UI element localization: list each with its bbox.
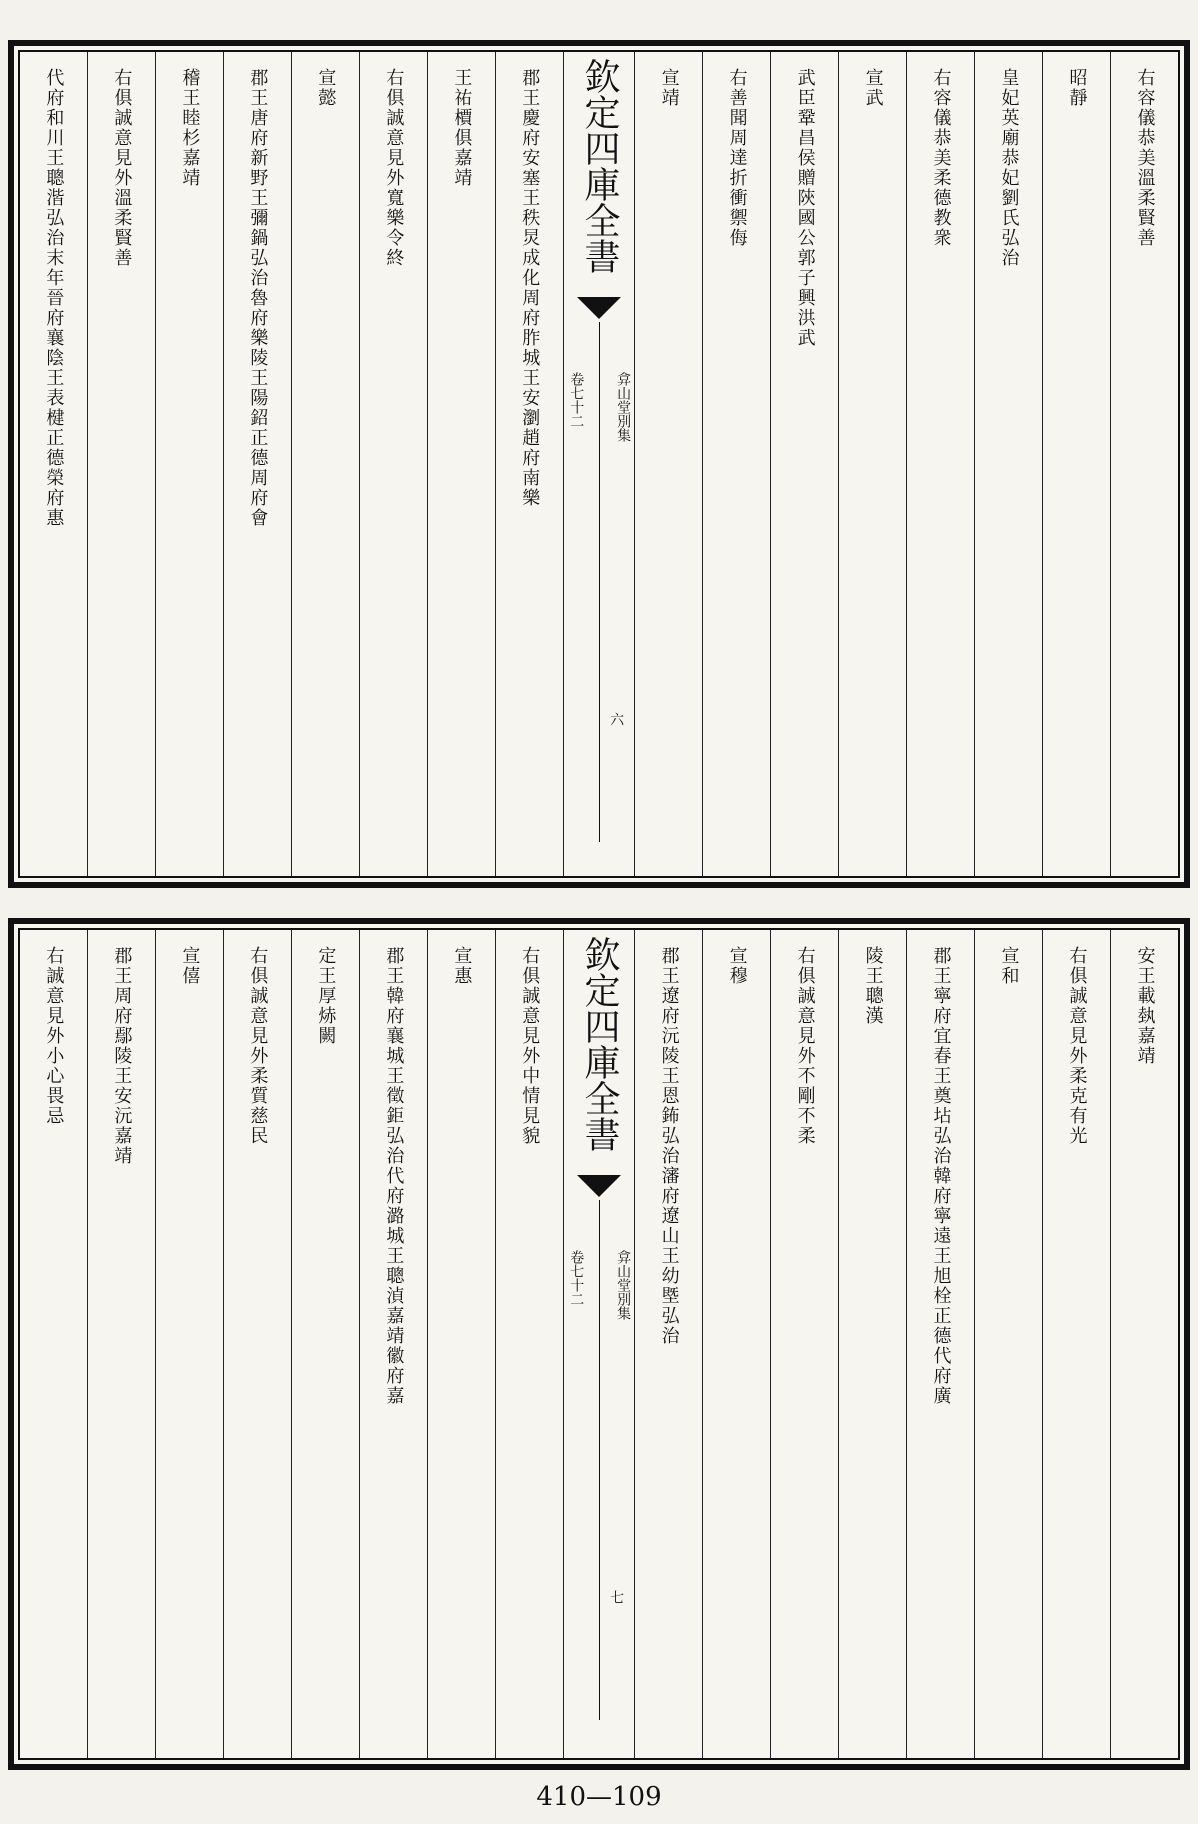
column-text: 皇妃英廟恭妃劉氏弘治 <box>998 68 1020 268</box>
text-column <box>906 52 974 876</box>
text-column <box>155 930 223 1758</box>
fold-rule <box>599 322 601 842</box>
collection-title: 欽定四庫全書 <box>578 936 620 1152</box>
column-text: 宣和 <box>998 946 1020 986</box>
folio-number: 七 <box>608 1590 625 1604</box>
column-text: 宣靖 <box>658 68 680 108</box>
text-column <box>20 52 87 876</box>
bottom-page-columns <box>18 928 1180 1760</box>
text-column <box>223 930 291 1758</box>
column-text: 右容儀恭美柔德教衆 <box>930 68 952 248</box>
column-text: 宣惠 <box>451 946 473 986</box>
text-column <box>906 930 974 1758</box>
text-column <box>634 930 702 1758</box>
column-text: 郡王周府鄢陵王安沅嘉靖 <box>111 946 133 1166</box>
column-text: 郡王寧府宜春王奠坫弘治韓府寧遠王旭栓正德代府廣 <box>930 946 952 1406</box>
column-text: 安王載埶嘉靖 <box>1134 946 1156 1066</box>
collection-title: 欽定四庫全書 <box>578 58 620 274</box>
fishtail-mark-icon <box>577 297 621 319</box>
folio-number: 六 <box>608 712 625 726</box>
volume-label: 卷七十二 <box>568 372 585 428</box>
column-text: 昭靜 <box>1066 68 1088 108</box>
text-column <box>702 52 770 876</box>
column-text: 陵王聰漢 <box>862 946 884 1026</box>
center-fold-column <box>563 52 634 876</box>
top-page <box>8 40 1190 888</box>
column-text: 右俱誠意見外柔克有光 <box>1066 946 1088 1146</box>
column-text: 右容儀恭美溫柔賢善 <box>1134 68 1156 248</box>
text-column <box>359 930 427 1758</box>
text-column <box>770 930 838 1758</box>
column-text: 郡王慶府安塞王秩炅成化周府胙城王安瀏趙府南樂 <box>519 68 541 508</box>
fold-rule <box>599 1200 601 1720</box>
column-text: 稽王睦杉嘉靖 <box>179 68 201 188</box>
text-column <box>427 930 495 1758</box>
column-text: 右誠意見外小心畏忌 <box>43 946 65 1126</box>
column-text: 郡王遼府沅陵王恩鈽弘治瀋府遼山王幼塈弘治 <box>658 946 680 1346</box>
text-column <box>974 930 1042 1758</box>
text-column <box>495 52 563 876</box>
text-column <box>291 52 359 876</box>
column-text: 定王厚焃闕 <box>315 946 337 1046</box>
column-text: 宣武 <box>862 68 884 108</box>
text-column <box>223 52 291 876</box>
column-text: 武臣鞏昌侯贈陝國公郭子興洪武 <box>794 68 816 348</box>
text-column <box>702 930 770 1758</box>
text-column <box>495 930 563 1758</box>
text-column <box>87 930 155 1758</box>
text-column <box>1042 52 1110 876</box>
fishtail-mark-icon <box>577 1175 621 1197</box>
top-page-columns <box>18 50 1180 878</box>
column-text: 宣僖 <box>179 946 201 986</box>
column-text: 右俱誠意見外不剛不柔 <box>794 946 816 1146</box>
text-column <box>838 52 906 876</box>
text-column <box>155 52 223 876</box>
text-column <box>291 930 359 1758</box>
text-column <box>974 52 1042 876</box>
text-column <box>427 52 495 876</box>
page-number: 410—109 <box>536 1782 662 1812</box>
column-text: 右俱誠意見外寬樂令終 <box>383 68 405 268</box>
book-title: 弇山堂別集 <box>615 1250 632 1320</box>
text-column <box>1110 52 1178 876</box>
text-column <box>20 930 87 1758</box>
column-text: 王祐檟俱嘉靖 <box>451 68 473 188</box>
column-text: 宣懿 <box>315 68 337 108</box>
column-text: 右善聞周達折衝禦侮 <box>726 68 748 248</box>
column-text: 右俱誠意見外溫柔賢善 <box>111 68 133 268</box>
column-text: 代府和川王聰湝弘治末年晉府襄陰王表楗正德榮府惠 <box>43 68 65 528</box>
column-text: 郡王韓府襄城王徵鉅弘治代府潞城王聰湞嘉靖徽府嘉 <box>383 946 405 1406</box>
text-column <box>838 930 906 1758</box>
column-text: 宣穆 <box>726 946 748 986</box>
text-column <box>359 52 427 876</box>
column-text: 右俱誠意見外中情見貌 <box>519 946 541 1146</box>
volume-label: 卷七十二 <box>568 1250 585 1306</box>
text-column <box>1042 930 1110 1758</box>
bottom-page <box>8 918 1190 1770</box>
center-fold-column <box>563 930 634 1758</box>
column-text: 右俱誠意見外柔質慈民 <box>247 946 269 1146</box>
book-title: 弇山堂別集 <box>615 372 632 442</box>
text-column <box>770 52 838 876</box>
text-column <box>87 52 155 876</box>
column-text: 郡王唐府新野王彌鍋弘治魯府樂陵王陽鉊正德周府會 <box>247 68 269 528</box>
text-column <box>634 52 702 876</box>
text-column <box>1110 930 1178 1758</box>
